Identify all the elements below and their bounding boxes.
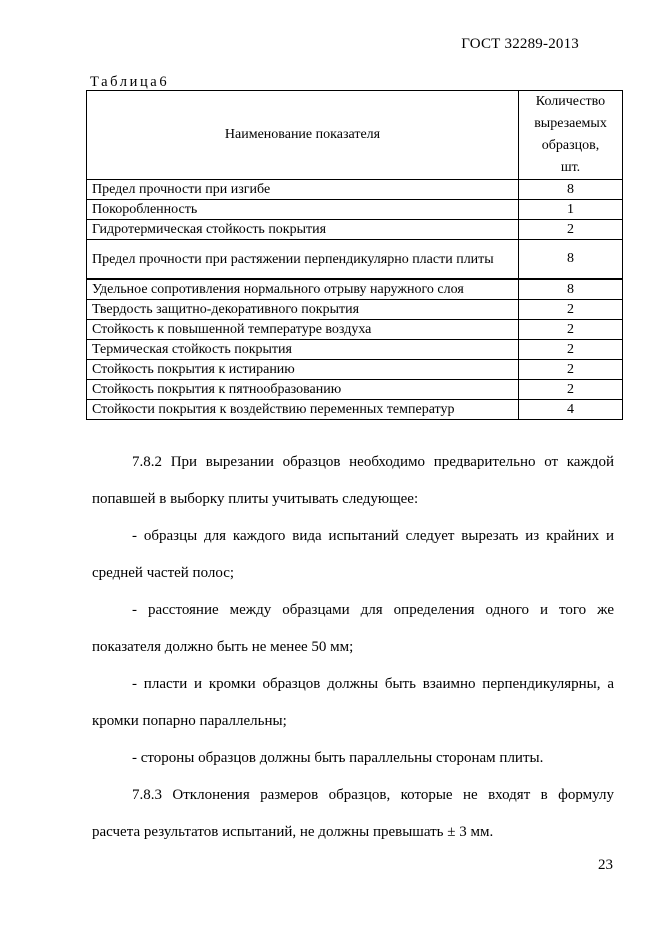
paragraph-line: - расстояние между образцами для определения одного и того же bbox=[132, 602, 614, 618]
row-quantity: 2 bbox=[519, 300, 623, 320]
paragraph-line: кромки попарно параллельны; bbox=[92, 713, 287, 729]
row-quantity: 2 bbox=[519, 340, 623, 360]
row-name: Стойкость покрытия к истиранию bbox=[87, 360, 519, 380]
quantity-header-line: шт. bbox=[560, 160, 581, 175]
row-name: Термическая стойкость покрытия bbox=[87, 340, 519, 360]
row-quantity: 2 bbox=[519, 220, 623, 240]
paragraph-line: показателя должно быть не менее 50 мм; bbox=[92, 639, 354, 655]
row-quantity: 8 bbox=[519, 240, 623, 280]
specimen-count-table bbox=[86, 90, 623, 420]
table-row bbox=[87, 279, 623, 300]
table-row bbox=[87, 220, 623, 240]
paragraph-line: расчета результатов испытаний, не должны превышать ± 3 мм. bbox=[92, 824, 494, 840]
paragraph-line: средней частей полос; bbox=[92, 565, 235, 581]
page-number: 23 bbox=[598, 857, 613, 873]
table-row bbox=[87, 180, 623, 200]
quantity-header-line: вырезаемых bbox=[534, 116, 607, 131]
row-quantity: 4 bbox=[519, 400, 623, 420]
quantity-header-line: образцов, bbox=[541, 138, 600, 153]
table-row bbox=[87, 400, 623, 420]
row-quantity: 2 bbox=[519, 380, 623, 400]
table-row bbox=[87, 240, 623, 280]
column-header-quantity bbox=[519, 91, 623, 180]
table-row bbox=[87, 340, 623, 360]
row-name: Стойкость покрытия к пятнообразованию bbox=[87, 380, 519, 400]
paragraph-line: 7.8.3 Отклонения размеров образцов, которые не входят в формулу bbox=[132, 787, 614, 803]
paragraph-line: 7.8.2 При вырезании образцов необходимо предварительно от каждой bbox=[132, 454, 614, 470]
row-name: Предел прочности при растяжении перпендикулярно пласти плиты bbox=[87, 240, 519, 280]
row-name: Стойкости покрытия к воздействию переменных температур bbox=[87, 400, 519, 420]
table-row bbox=[87, 200, 623, 220]
table-caption: Таблица6 bbox=[90, 74, 170, 90]
table-row bbox=[87, 360, 623, 380]
row-name: Покоробленность bbox=[87, 200, 519, 220]
table-row bbox=[87, 380, 623, 400]
row-name: Твердость защитно-декоративного покрытия bbox=[87, 300, 519, 320]
row-quantity: 2 bbox=[519, 320, 623, 340]
paragraph-line: - образцы для каждого вида испытаний следует вырезать из крайних и bbox=[132, 528, 614, 544]
row-quantity: 2 bbox=[519, 360, 623, 380]
row-name: Удельное сопротивления нормального отрыву наружного слоя bbox=[87, 279, 519, 300]
row-quantity: 8 bbox=[519, 279, 623, 300]
paragraph-line: попавшей в выборку плиты учитывать следующее: bbox=[92, 491, 419, 507]
row-name: Предел прочности при изгибе bbox=[87, 180, 519, 200]
document-code: ГОСТ 32289-2013 bbox=[461, 36, 579, 52]
column-header-name: Наименование показателя bbox=[87, 91, 519, 180]
paragraph-line: - пласти и кромки образцов должны быть взаимно перпендикулярны, а bbox=[132, 676, 614, 692]
table-row bbox=[87, 300, 623, 320]
row-quantity: 1 bbox=[519, 200, 623, 220]
row-quantity: 8 bbox=[519, 180, 623, 200]
table-row bbox=[87, 320, 623, 340]
quantity-header-line: Количество bbox=[535, 94, 606, 109]
body-text bbox=[92, 444, 614, 851]
paragraph-line: - стороны образцов должны быть параллельны сторонам плиты. bbox=[132, 750, 544, 766]
row-name: Стойкость к повышенной температуре воздуха bbox=[87, 320, 519, 340]
table-header-row bbox=[87, 91, 623, 180]
row-name: Гидротермическая стойкость покрытия bbox=[87, 220, 519, 240]
